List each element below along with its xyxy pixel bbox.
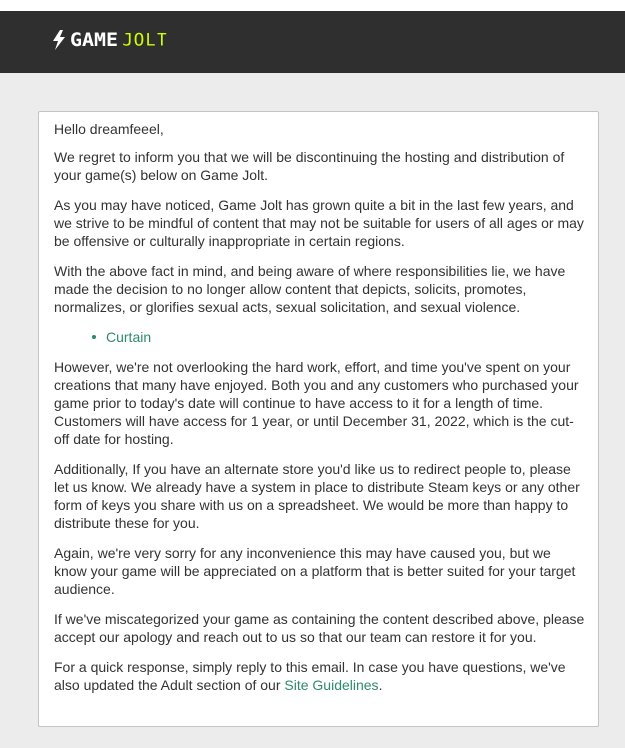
paragraph-closing (54, 658, 587, 694)
game-link-curtain[interactable]: Curtain (106, 328, 587, 346)
logo-word-game: GAME (70, 29, 119, 51)
closing-text: For a quick response, simply reply to this email. In case you have questions, we've also updated the Adult section of our (54, 659, 566, 693)
game-jolt-logo[interactable] (52, 29, 168, 51)
paragraph-growth: As you may have noticed, Game Jolt has grown quite a bit in the last few years, and we strive to be mindful of content that may not be suitable for users of all ages or may be offensive or culturally inappropriate in certain regions. (54, 197, 584, 249)
closing-end: . (378, 677, 383, 693)
site-guidelines-link[interactable]: Site Guidelines (284, 677, 379, 693)
logo-word-jolt: JOLT (121, 29, 168, 51)
email-header (0, 11, 625, 73)
email-body (54, 120, 587, 706)
lightning-bolt-icon (52, 30, 66, 50)
greeting: Hello dreamfeeel, (54, 121, 164, 137)
top-strip (0, 0, 625, 11)
paragraph-access: However, we're not overlooking the hard work, effort, and time you've spent on your creations that many have enjoyed. Both you and any customers who purchased your game prior to today's date will continue to have access to it for a length of time. Customers will have access for 1 year, or until December 31, 2022, which is the cut-off date for hosting. (54, 359, 579, 447)
paragraph-policy: With the above fact in mind, and being aware of where responsibilities lie, we have made the decision to no longer allow content that depicts, solicits, promotes, normalizes, or glorifies sexual acts, sexual solicitation, and sexual violence. (54, 263, 566, 315)
email-card (38, 111, 599, 727)
paragraph-miscategorized: If we've miscategorized your game as containing the content described above, please accept our apology and reach out to us so that our team can restore it for you. (54, 611, 585, 645)
games-list (54, 328, 587, 346)
paragraph-alternate-store: Additionally, If you have an alternate store you'd like us to redirect people to, please let us know. We already have a system in place to distribute Steam keys or any other form of keys you share with us on a spreadsheet. We would be more than happy to distribute these for you. (54, 461, 580, 531)
paragraph-discontinue: We regret to inform you that we will be discontinuing the hosting and distribution of your game(s) below on Game Jolt. (54, 149, 565, 183)
paragraph-apology: Again, we're very sorry for any inconvenience this may have caused you, but we know your game will be appreciated on a platform that is better suited for your target audience. (54, 545, 576, 597)
